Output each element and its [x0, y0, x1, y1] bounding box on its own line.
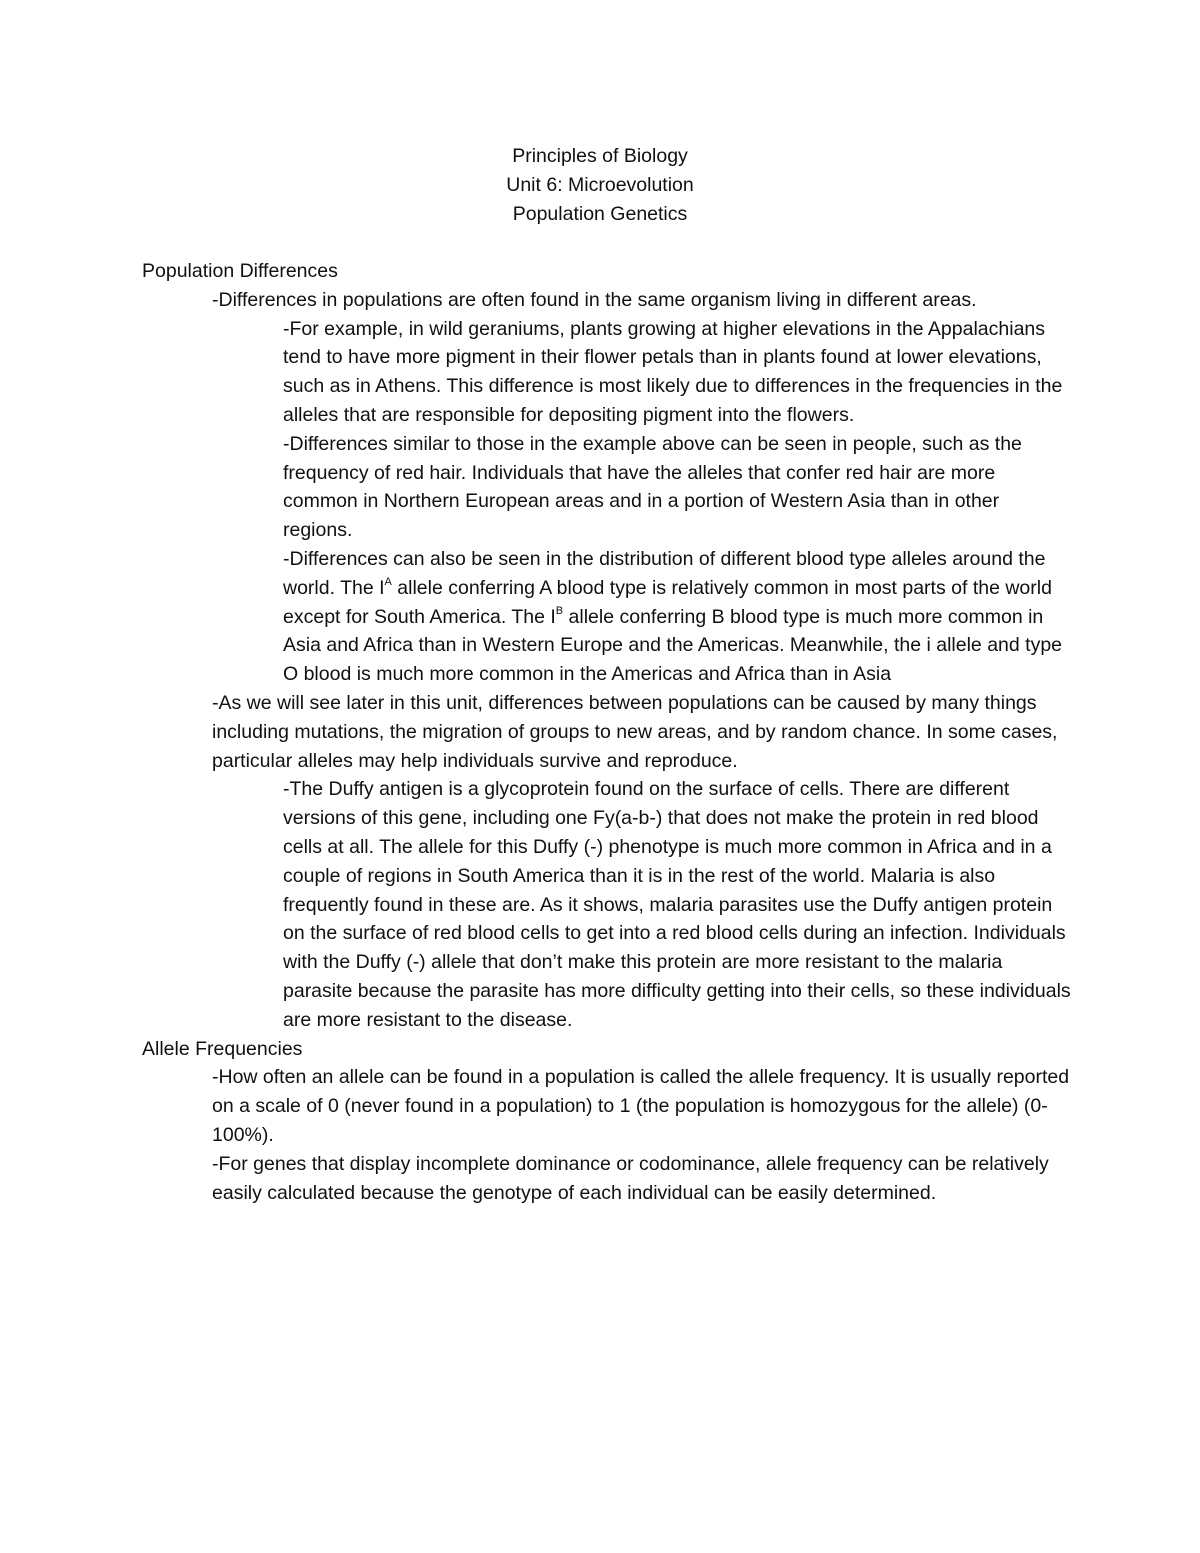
text-run: allele conferring A blood type is relatively common in most parts of the world except for South America. The I: [283, 576, 1052, 628]
section-heading-population-differences: Population Differences: [142, 260, 338, 282]
text-run: -Differences can also be seen in the distribution of different blood type alleles around the world. The I: [283, 547, 1046, 599]
course-title: Principles of Biology: [512, 145, 688, 167]
document-body: [142, 257, 1072, 1207]
paragraph: -Differences similar to those in the example above can be seen in people, such as the frequency of red hair. Individuals that have the alleles that confer red hair are more common in Northern European areas and in a portion of Western Asia than in other regions.: [283, 432, 1022, 542]
paragraph: -For genes that display incomplete dominance or codominance, allele frequency can be relatively easily calculated because the genotype of each individual can be easily determined.: [212, 1152, 1049, 1204]
document-title-block: [0, 142, 1200, 228]
paragraph: -How often an allele can be found in a population is called the allele frequency. It is usually reported on a scale of 0 (never found in a population) to 1 (the population is homozygous for the allele) (0-100%).: [212, 1066, 1070, 1146]
superscript: A: [384, 576, 392, 589]
topic-title: Population Genetics: [512, 202, 688, 225]
section-heading-allele-frequencies: Allele Frequencies: [142, 1037, 303, 1060]
text-run: allele conferring B blood type is much more common in Asia and Africa than in Western Europe and the Americas. Meanwhile, the i allele and type O blood is much more common in the Americas and Africa than in Asia: [283, 605, 1063, 686]
paragraph: -The Duffy antigen is a glycoprotein found on the surface of cells. There are different versions of this gene, including one Fy(a-b-) that does not make the protein in red blood cells at all. The allele for this Duffy (-) phenotype is much more common in Africa and in a couple of regions in South America than it is in the rest of the world. Malaria is also frequently found in these are. As it shows, malaria parasites use the Duffy antigen protein on the surface of red blood cells to get into a red blood cells during an infection. Individuals with the Duffy (-) allele that don’t make this protein are more resistant to the malaria parasite because the parasite has more difficulty getting into their cells, so these individuals are more resistant to the disease.: [283, 778, 1071, 1031]
unit-title: Unit 6: Microevolution: [506, 173, 694, 196]
paragraph: -For example, in wild geraniums, plants growing at higher elevations in the Appalachians tend to have more pigment in their flower petals than in plants found at lower elevations, such as in Athens. This difference is most likely due to differences in the frequencies in the alleles that are responsible for depositing pigment into the flowers.: [283, 317, 1063, 426]
paragraph: -Differences in populations are often found in the same organism living in different areas.: [212, 288, 977, 311]
paragraph: -As we will see later in this unit, differences between populations can be caused by many things including mutations, the migration of groups to new areas, and by random chance. In some cases, particular alleles may help individuals survive and reproduce.: [212, 691, 1058, 772]
paragraph-blood-types: [142, 545, 1072, 689]
superscript: B: [555, 605, 564, 618]
